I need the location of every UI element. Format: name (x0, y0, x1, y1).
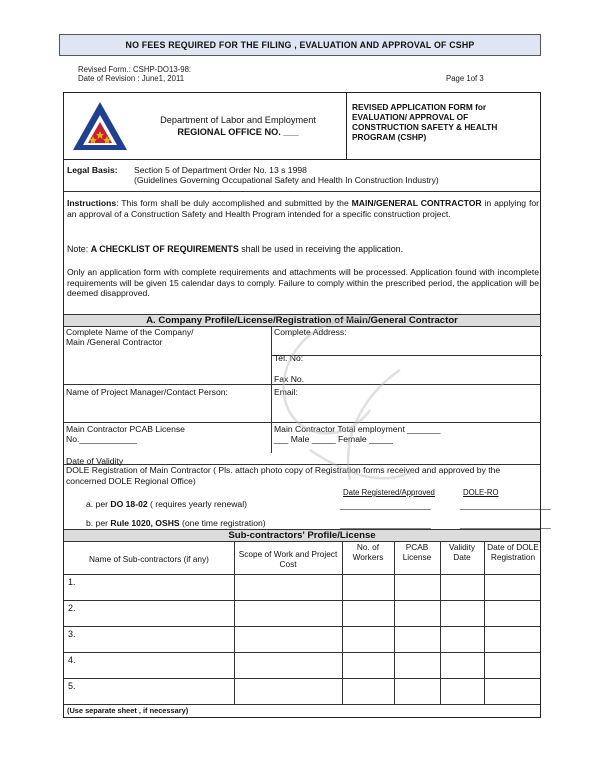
pcab-license-no: No.____________ (66, 434, 137, 444)
processing-note: Only an application form with complete requirements and attachments will be processed. Application found with incomplete requirements will be given 15 calendar days to comply. Failure to comply within the prescribed period, the application will be deemed disapproved. (67, 267, 539, 298)
registration-a: a. per DO 18-02 ( requires yearly renewal) (86, 499, 247, 509)
fax-label: Fax No. (274, 374, 305, 384)
col-scope: Scope of Work and Project Cost (238, 549, 338, 569)
legal-basis-line2: (Guidelines Governing Occupational Safety and Health In Construction Industry) (134, 175, 439, 185)
fee-banner (59, 34, 541, 56)
dole-ro-b-line: ___________________ (460, 519, 551, 529)
col-pcab: PCAB License (402, 542, 432, 562)
department-block (64, 93, 347, 159)
fee-banner-text: NO FEES REQUIRED FOR THE FILING , EVALUATION AND APPROVAL OF CSHP (125, 40, 475, 50)
regional-office: REGIONAL OFFICE NO. ___ (177, 127, 299, 137)
checklist-note: Note: A CHECKLIST OF REQUIREMENTS shall be used in receiving the application. (67, 244, 404, 254)
date-registered-b-line: ___________________ (340, 519, 431, 529)
dole-ro-a-line: ___________________ (460, 500, 551, 510)
table-row: 4. (68, 655, 76, 665)
project-manager-label: Name of Project Manager/Contact Person: (66, 387, 228, 397)
revised-form: Revised Form.: CSHP-DO13-98: (78, 65, 192, 74)
section-a-title: A. Company Profile/License/Registration of Main/General Contractor (64, 314, 540, 327)
form-body (63, 160, 551, 718)
col-workers: No. of Workers (352, 542, 384, 562)
dole-logo-icon (72, 100, 128, 152)
legal-basis-line1: Section 5 of Department Order No. 13 s 1998 (134, 165, 307, 175)
separate-sheet-note: (Use separate sheet , if necessary) (67, 706, 189, 715)
form-header (63, 92, 541, 160)
company-name-label: Complete Name of the Company/ (66, 327, 194, 337)
employment-gender: ___ Male _____ Female _____ (274, 434, 393, 444)
col-dole: Date of DOLE Registration (487, 542, 539, 562)
pcab-license-label: Main Contractor PCAB License (66, 424, 185, 434)
col-validity: Validity Date (448, 542, 476, 562)
page-number: Page 1of 3 (446, 74, 484, 83)
table-row: 1. (68, 577, 76, 587)
col-subcontractor-name: Name of Sub-contractors (if any) (89, 554, 209, 564)
email-label: Email: (274, 387, 298, 397)
table-row: 5. (68, 681, 76, 691)
company-name-label-2: Main /General Contractor (66, 337, 163, 347)
department-name: Department of Labor and Employment REGIONAL OFFICE NO. ___ (138, 114, 338, 138)
legal-basis-label: Legal Basis: (67, 165, 118, 175)
dole-ro-header: DOLE-RO (463, 488, 499, 497)
tel-label: Tel. No: (274, 353, 304, 363)
dole-registration-text: DOLE Registration of Main Contractor ( Pls. attach photo copy of Registration forms received and approved by the concerned DOLE Regional Office) (66, 465, 501, 486)
table-row: 3. (68, 629, 76, 639)
form-title: REVISED APPLICATION FORM for EVALUATION/ APPROVAL OF CONSTRUCTION SAFETY & HEALTH PROGRAM (CSHP) (352, 102, 498, 142)
date-registered-a-line: ___________________ (340, 500, 431, 510)
revision-date: Date of Revision : June1, 2011 (78, 74, 185, 83)
date-registered-header: Date Registered/Approved (343, 488, 435, 497)
address-label: Complete Address: (274, 327, 347, 337)
registration-b: b. per Rule 1020, OSHS (one time registration) (86, 518, 266, 528)
instructions-text: Instructions: This form shall be duly accomplished and submitted by the MAIN/GENERAL CONTRACTOR in applying for an approval of a Construction Safety and Health Program intended for a specific construction project. (67, 198, 539, 219)
subcontractors-title: Sub-contractors' Profile/License (64, 529, 540, 542)
table-row: 2. (68, 603, 76, 613)
employment-label: Main Contractor Total employment _______ (274, 424, 441, 434)
validity-label: Date of Validity (66, 456, 124, 466)
